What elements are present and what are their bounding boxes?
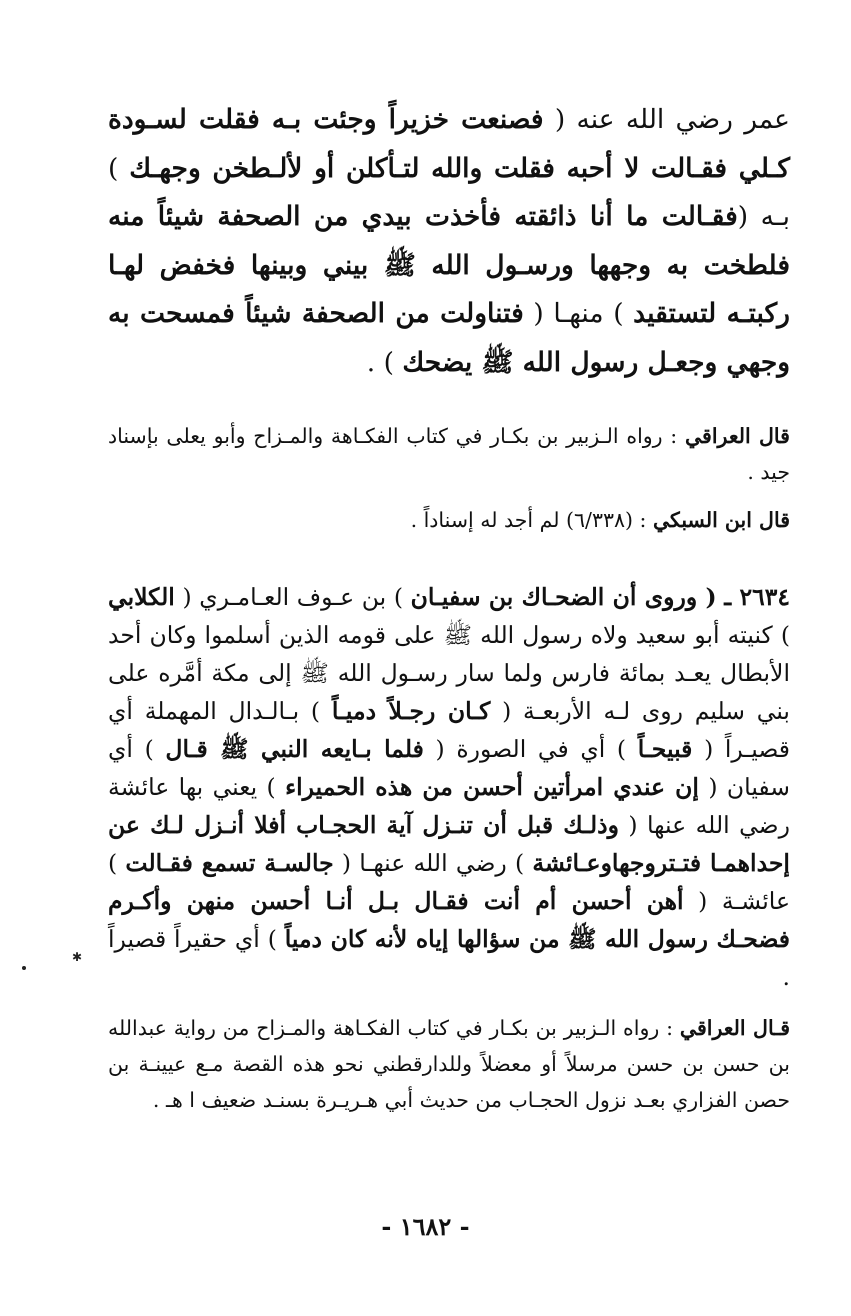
margin-dot: [22, 966, 26, 970]
para2-n: وذلـك قبل أن تنـزل آية الحجـاب أفلا أنـزل لـك عن إحداهمـا فتـتروجهاوعـائشة: [108, 810, 790, 877]
para2-i: ) أي في الصورة (: [435, 734, 627, 763]
note2-text: : (٦/٣٣٨) لم أجد له إسناداً .: [410, 507, 647, 532]
para2-f: كـان رجـلاً دميـاً: [331, 696, 491, 725]
para1-quote-b: فصنعت خزيراً وجئت بـه فقلت لسـودة كـلي فقـالت لا أحبه فقلت والله لتـأكلن أو لألـطخن وجهـك: [108, 104, 790, 184]
note2-label: قال ابن السبكي: [652, 507, 790, 532]
para1-text-g: ) .: [366, 346, 394, 378]
note-iraqi-2: [108, 1010, 790, 1118]
para2-o: ) رضي الله عنهـا (: [341, 848, 525, 877]
para2-q: ) عائشـة (: [108, 848, 790, 915]
note-subki: [108, 502, 790, 538]
para1-quote-d: فقـالت ما أنا ذائقته فأخذت بيدي من الصحفة شيئاً منه فلطخت به وجهها ورسـول الله ﷺ بيني وبينها فخفض لهـا ركبتـه لتستقيد: [108, 201, 790, 330]
para1-text-a: عمر رضي الله عنه (: [543, 104, 790, 135]
para2-p: جالسـة تسمع فقـالت: [125, 848, 334, 877]
para2-g: ) بـالـدال المهملة أي قصيـراً (: [108, 696, 790, 763]
para2-a: ( وروى أن: [604, 582, 717, 611]
para1-text-c: ) بـه (: [108, 152, 791, 233]
para2-d: الكلابي: [108, 582, 175, 611]
para2-k: ) أي سفيان (: [108, 734, 790, 801]
para2-c: ) بن عـوف العـامـري (: [182, 582, 403, 611]
note3-text: : رواه الـزبير بن بكـار في كتاب الفكـاهة والمـزاح من رواية عبدالله بن حسن بن حسن مرسلاً أو معضلاً وللدارقطني نحو هذه القصة مـع عيينـة بن حصن الفزاري بعـد نزول الحجـاب من حديث أبي هـريـرة بسنـد ضعيف ا هـ .: [108, 1015, 790, 1112]
note1-text: : رواه الـزبير بن بكـار في كتاب الفكـاهة والمـزاح وأبو يعلى بإسناد جيد .: [108, 423, 790, 484]
para2-b: الضحـاك بن سفيـان: [410, 582, 605, 611]
para2-s: ) أي حقيراً قصيراً .: [108, 924, 790, 991]
para2-e: ) كنيته أبو سعيد ولاه رسول الله ﷺ على قومه الذين أسلموا وكان أحد الأبطال يعـد بمائة فارس ولما سار رسـول الله ﷺ إلى مكة أمَّره على بني سليم روى لـه الأربعـة (: [108, 620, 790, 725]
para2-h: قبيحـاً: [637, 734, 693, 763]
paragraph-2634: [108, 578, 790, 996]
page-body: [108, 96, 790, 1118]
paragraph-1: [108, 96, 790, 388]
para2-r: أهن أحسن أم أنت فقـال بـل أنـا أحسن منهن وأكـرم فضحـك رسول الله ﷺ من سؤالها إياه لأنه كان دمياً: [108, 886, 790, 953]
para2-l: إن عندي امرأتين أحسن من هذه الحميراء: [285, 772, 699, 801]
note-iraqi-1: [108, 418, 790, 490]
note3-label: قـال العراقي: [679, 1015, 790, 1040]
hadith-number: ٢٦٣٤ ـ: [724, 582, 790, 611]
page-number: - ١٦٨٢ -: [381, 1212, 470, 1241]
para1-text-e: ) منهـا (: [533, 298, 624, 330]
para2-j: فلما بـايعه النبي ﷺ قـال: [165, 734, 424, 763]
para2-m: ) يعني بها عائشة رضي الله عنها (: [108, 772, 790, 839]
note1-label: قال العراقي: [684, 423, 790, 448]
para1-quote-f: فتناولت من الصحفة شيئاً فمسحت به وجهي وجعـل رسول الله ﷺ يضحك: [108, 298, 790, 378]
margin-asterisk-icon: ✱: [72, 950, 83, 964]
